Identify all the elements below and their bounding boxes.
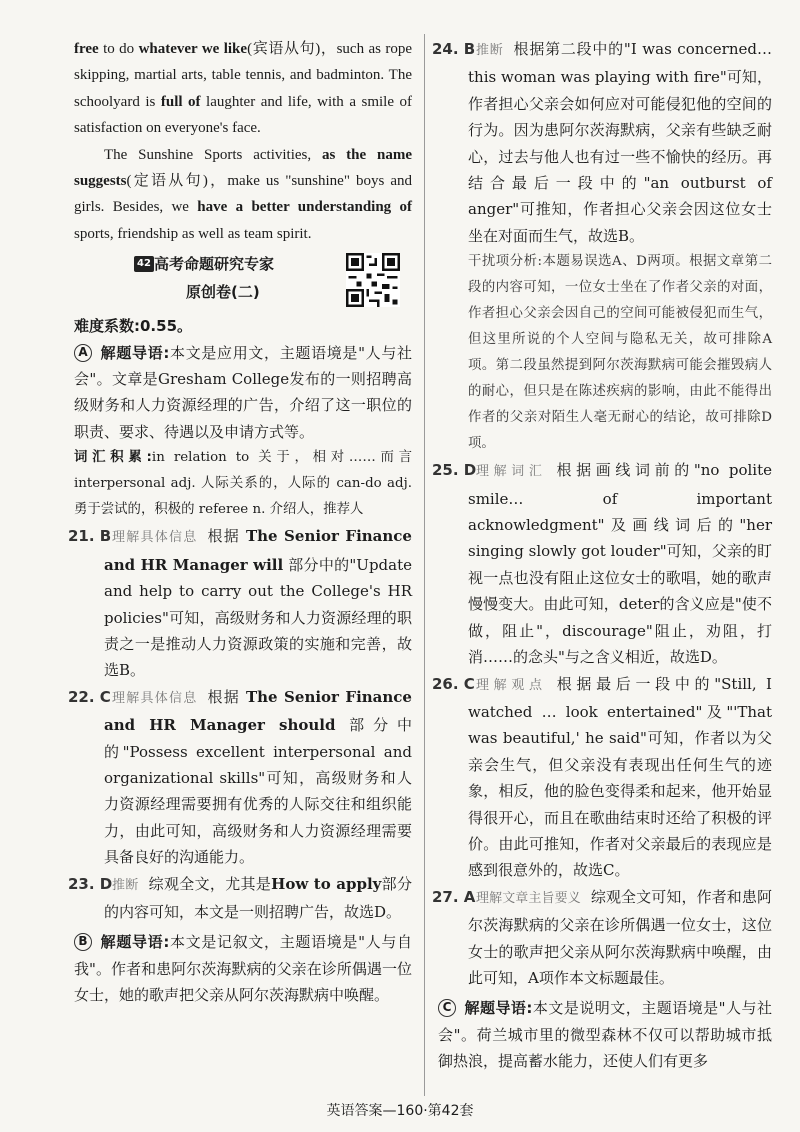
guide-a: A 解题导语:本文是应用文，主题语境是"人与社会"。文章是Gresham College发布的一则招聘高级财务和人力资源经理的广告，介绍了这一职位的职责、要求、待遇以及申请方式等。 bbox=[74, 343, 412, 441]
answer-22: 22. C 理解具体信息 根据 The Senior Finance and HR Manager should 部分中的"Possess excellent interpersonal and organizational skills"可知，高级财务和人力资源经理需要拥有优秀的人际交往和组织能力，由此可知，高级财务和人力资源经理需要具备良好的沟通能力。 bbox=[68, 687, 412, 867]
paper-subtitle: 原创卷(二) bbox=[186, 283, 260, 302]
distractor-analysis: 干扰项分析:本题易误选A、D两项。根据文章第二段的内容可知，一位女士坐在了作者父亲的对面，作者担心父亲会因自己的空间可能被侵犯而生气，但这里所说的个人空间与隐私无关，故可排除A项。第二段虽然提到阿尔茨海默病可能会摧毁病人的耐心，但只是在陈述疾病的影响，由此不能得出作者的父亲对陌生人毫无耐心的结论，故可排除D项。 bbox=[468, 254, 772, 452]
section-b-marker: B bbox=[74, 933, 92, 951]
guide-b: B 解题导语:本文是记叙文，主题语境是"人与自我"。作者和患阿尔茨海默病的父亲在诊所偶遇一位女士，她的歌声把父亲从阿尔茨海默病中唤醒。 bbox=[74, 933, 412, 1005]
bold-phrase: as the name suggests bbox=[74, 146, 412, 190]
difficulty-line: 难度系数:0.55。 bbox=[74, 317, 193, 336]
right-column bbox=[432, 36, 772, 1075]
left-column bbox=[68, 36, 413, 1009]
paper-title-block bbox=[74, 251, 412, 313]
bold-phrase: full of bbox=[160, 93, 201, 110]
answer-24: 24. B 推断 根据第二段中的"I was concerned… this woman was playing with fire"可知，作者担心父亲会如何应对可能侵犯他的空间的行为。因为患阿尔茨海默病，父亲有些缺乏耐心，过去与他人也有过一些不愉快的经历。再结合最后一段中的"an outburst of anger"可推知，作者担心父亲会因这位女士坐在对面而生气，故选B。 bbox=[432, 40, 772, 245]
paper-number-badge: 42 bbox=[134, 256, 154, 272]
answer-21: 21. B 理解具体信息 根据 The Senior Finance and HR Manager will 部分中的"Update and help to carry out the College's HR policies"可知，高级财务和人力资源经理的职责之一是推动人力资源政策的实施和完善，故选B。 bbox=[68, 527, 412, 680]
qr-code-icon[interactable] bbox=[346, 253, 400, 307]
bold-phrase: whatever we like bbox=[138, 41, 248, 57]
section-c-marker: C bbox=[438, 999, 456, 1017]
page-footer: 英语答案—160·第42套 bbox=[326, 1103, 474, 1119]
answer-27: 27. A 理解文章主旨要义 综观全文可知，作者和患阿尔茨海默病的父亲在诊所偶遇一位女士，这位女士的歌声把父亲从阿尔茨海默病中唤醒，由此可知，A项作本文标题最佳。 bbox=[432, 887, 772, 987]
answer-26: 26. C 理解观点 根据最后一段中的"Still, I watched … look entertained"及"'That was beautiful,' he said"可知，作者以为父亲会生气，但父亲没有表现出任何生气的迹象，相反，他的脸色变得柔和起来，他开始显得很开心，而且在歌曲结束时还给了积极的评价。由此可推知，作者对父亲最后的表现应是感到很意外的，故选C。 bbox=[432, 674, 772, 880]
paper-title: 高考命题研究专家 bbox=[154, 255, 275, 274]
bold-phrase: have a better understanding of bbox=[197, 199, 412, 216]
essay-paragraph-1: free to do whatever we like(宾语从句)，such as rope skipping, martial arts, table tennis, and badminton. The schoolyard is full of laughter and life, with a smile of satisfaction on everyone's face. bbox=[74, 41, 413, 137]
vocabulary-block: 词汇积累:in relation to 关于，相对……而言 interpersonal adj. 人际关系的，人际的 can-do adj. 勇于尝试的，积极的 referee n. 介绍人，推荐人 bbox=[74, 450, 412, 518]
guide-c: C 解题导语:本文是说明文，主题语境是"人与社会"。荷兰城市里的微型森林不仅可以帮助城市抵御热浪，提高蓄水能力，还使人们有更多 bbox=[438, 999, 772, 1071]
bold-phrase: free bbox=[74, 41, 99, 57]
section-a-marker: A bbox=[74, 344, 92, 362]
answer-23: 23. D 推断 综观全文，尤其是How to apply部分的内容可知，本文是一则招聘广告，故选D。 bbox=[68, 874, 412, 921]
essay-paragraph-2: The Sunshine Sports activities, as the name suggests(定语从句)，make us "sunshine" boys and girls. Besides, we have a better understanding of sports, friendship as well as team spirit. bbox=[74, 146, 412, 242]
column-divider bbox=[424, 34, 425, 1096]
answer-25: 25. D 理解词汇 根据画线词前的"no polite smile… of important acknowledgment"及画线词后的"her singing slowly got louder"可知，父亲的盯视一点也没有阻止这位女士的歌唱，她的歌声慢慢变大。由此可知，deter的含义应是"使不做，阻止"，discourage"阻止，劝阻，打消……的念头"与之含义相近，故选D。 bbox=[432, 461, 772, 667]
